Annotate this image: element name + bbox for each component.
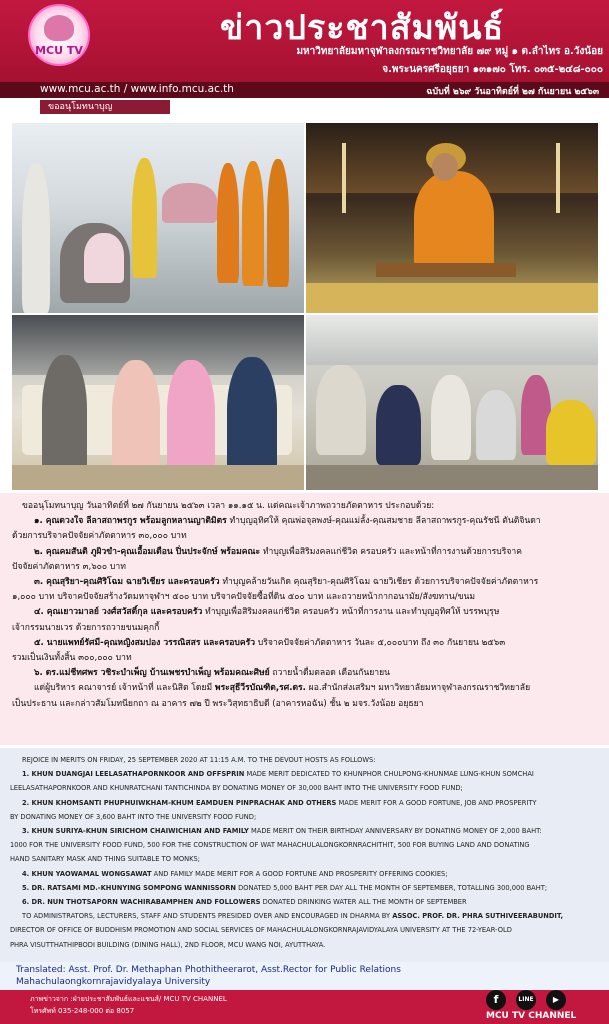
eng-item-3-name: 3. KHUN SURIYA-KHUN SIRICHOM CHAIWICHIAN AND FAMILY [22, 827, 249, 836]
thai-item-6-name: ๖. ดร.แม่ชีทศพร วชิระบำเพ็ญ บ้านเพชรบำเพ็ญ พร้อมคณะศิษย์ [34, 668, 270, 679]
eng-item-4-text: AND FAMILY MADE MERIT FOR A GOOD FORTUNE AND PROSPERITY OFFERING COOKIES; [151, 869, 448, 878]
eng-item-5-text: DONATED 5,000 BAHT PER DAY ALL THE MONTH OF SEPTEMBER, TOTALLING 300,000 BAHT; [235, 883, 548, 892]
eng-item-6-name: 6. DR. NUN THOTSAPORN WACHIRABAMPHEN AND FOLLOWERS [22, 898, 261, 907]
photo-credit-line-2: โทรศัพท์ 035-248-000 ต่อ 8057 [30, 1007, 135, 1015]
eng-item-5-name: 5. DR. RATSAMI MD.-KHUNYING SOMPONG WANNISSORN [22, 883, 236, 892]
photo-credit [30, 993, 227, 1017]
address-line-2: จ.พระนครศรีอยุธยา ๑๓๑๗๐ โทร. ๐๓๕-๒๔๘-๐๐๐ [382, 64, 603, 75]
photo-donor-group-seated [12, 315, 304, 490]
website-links[interactable]: www.mcu.ac.th / www.info.mcu.ac.th [40, 83, 234, 95]
translator-line-1: Translated: Asst. Prof. Dr. Methaphan Phothitheerarot, Asst.Rector for Public Relations [16, 965, 401, 975]
footer-brand: MCU TV CHANNEL [486, 1011, 577, 1021]
eng-item-3-cont2: HAND SANITARY MASK AND THING SUITABLE TO MONKS; [10, 855, 201, 864]
photo-donors-kneeling [306, 315, 598, 490]
eng-intro: REJOICE IN MERITS ON FRIDAY, 25 SEPTEMBER 2020 AT 11:15 A.M. TO THE DEVOUT HOSTS AS FOLLOWS: [22, 756, 376, 764]
logo-emblem-icon [44, 15, 74, 41]
photo-credit-line-1: ภาพข่าวจาก :ฝ่ายประชาสัมพันธ์และแชนส์/ MCU TV CHANNEL [30, 995, 227, 1003]
thai-closing-president: พระสุธีวีรบัณฑิต,รศ.ดร. [214, 683, 306, 694]
thai-item-2-name: ๒. คุณคมสันติ ภูผิวขำ-คุณเอื้อมเดือน ปิ่นประจักษ์ พร้อมคณะ [34, 546, 261, 557]
thai-item-1-name: ๑. คุณดวงใจ ลีลาสถาพรกูร พร้อมลูกหลานญาติมิตร [34, 516, 227, 527]
footer [0, 990, 609, 1024]
translator-line-2: Mahachulaongkornrajavidyalaya University [16, 977, 211, 987]
thai-closing-3: เป็นประธาน และกล่าวสัมโมทนียกถา ณ อาคาร ๗๒ ปี พระวิสุทธาธิบดี (อาคารหอฉัน) ชั้น ๒ มจร.วังน้อย อยุธยา [12, 698, 424, 709]
thai-item-1-text: ทำบุญอุทิศให้ คุณพ่อจุลพงษ์-คุณแม่ลั้ง-คุณสมชาย ลีลาสถาพรกูร-คุณรัชนี ตันติจินดา [226, 516, 541, 527]
issue-date: ฉบับที่ ๒๖๙ วันอาทิตย์ที่ ๒๗ กันยายน ๒๕๖๓ [426, 87, 599, 97]
website-bar [0, 82, 609, 98]
thai-item-4-name: ๔. คุณเยาวมาลย์ วงศ์สวัสดิ์กุล และครอบครัว [34, 607, 203, 618]
eng-item-1-name: 1. KHUN DUANGJAI LEELASATHAPORNKOOR AND OFFSPRIN [22, 770, 245, 779]
photo-monk-preaching [306, 123, 598, 313]
thai-news-body [0, 493, 609, 745]
logo-text: MCU TV [35, 44, 83, 57]
eng-item-1-text: MADE MERIT DEDICATED TO KHUNPHOR CHULPONG-KHUNMAE LUNG-KHUN SOMCHAI [244, 770, 534, 779]
page-title: ข่าวประชาสัมพันธ์ [220, 8, 505, 48]
eng-item-3-text: MADE MERIT ON THEIR BIRTHDAY ANNIVERSARY BY DONATING MONEY OF 2,000 BAHT: [248, 827, 542, 836]
address-line-1: มหาวิทยาลัยมหาจุฬาลงกรณราชวิทยาลัย ๗๙ หมู่ ๑ ต.ลำไทร อ.วังน้อย [296, 46, 603, 57]
thai-item-2-text: ทำบุญเพื่อสิริมงคลแก่ชีวิต ครอบครัว และหน้าที่การงานด้วยการบริจาค [260, 546, 522, 557]
line-icon[interactable]: LINE [516, 990, 536, 1010]
youtube-icon[interactable]: ▶ [546, 990, 566, 1010]
thai-intro: ขออนุโมทนาบุญ วันอาทิตย์ที่ ๒๗ กันยายน ๒๕๖๓ เวลา ๑๑.๑๕ น. แด่คณะเจ้าภาพถวายภัตตาหาร ประกอบด้วย: [22, 501, 435, 511]
mcu-tv-logo [28, 4, 90, 66]
eng-closing-1: TO ADMINISTRATORS, LECTURERS, STAFF AND STUDENTS PRESIDED OVER AND ENCOURAGED IN DHARMA BY [22, 912, 393, 921]
facebook-icon[interactable]: f [486, 990, 506, 1010]
eng-item-2-cont: BY DONATING MONEY OF 3,600 BAHT INTO THE UNIVERSITY FOOD FUND; [10, 812, 257, 821]
english-news-body [0, 748, 609, 962]
thai-item-6-text: ถวายน้ำดื่มตลอด เดือนกันยายน [269, 668, 390, 679]
eng-closing-3: PHRA VISUTTHATHIPBODI BUILDING (DINING HALL), 2ND FLOOR, MCU WANG NOI, AYUTTHAYA. [10, 940, 326, 949]
eng-item-3-cont: 1000 FOR THE UNIVERSITY FOOD FUND, 500 FOR THE CONSTRUCTION OF WAT MAHACHULALONGKORNRACHITHIT, 500 FOR BUYING LAND AND DONATING [10, 841, 530, 850]
thai-item-1-cont: ด้วยการบริจาคปัจจัยค่าภัตตาหาร ๓๐,๐๐๐ บาท [12, 531, 187, 542]
translator-credit [0, 962, 609, 990]
eng-closing-president: ASSOC. PROF. DR. PHRA SUTHIVEERABUNDIT, [392, 912, 564, 921]
thai-item-5-cont: รวมเป็นเงินทั้งสิ้น ๓๐๐,๐๐๐ บาท [12, 653, 132, 664]
thai-item-3-cont: ๑,๐๐๐ บาท บริจาคปัจจัยสร้างวัดมหาจุฬาฯ ๕๐๐ บาท บริจาคปัจจัยซื้อที่ดิน ๕๐๐ บาท และถวายหน้ากากอนามัย/สังฆทาน/ขนม [12, 592, 476, 603]
thai-closing-1: แด่ผู้บริหาร คณาจารย์ เจ้าหน้าที่ และนิสิต โดยมี [34, 683, 215, 694]
thai-item-3-text: ทำบุญคล้ายวันเกิด คุณสุริยา-คุณศิริโฉม ฉายวิเชียร ด้วยการบริจาคปัจจัยค่าภัตตาหาร [219, 577, 539, 588]
eng-closing-2: DIRECTOR OF OFFICE OF BUDDHISM PROMOTION AND SOCIAL SERVICES OF MAHACHULALONGKORNRAJAVIDYALAYA UNIVERSITY AT THE 72-YEAR-OLD [10, 926, 512, 935]
eng-item-6-text: DONATED DRINKING WATER ALL THE MONTH OF SEPTEMBER [260, 898, 467, 907]
thai-item-3-name: ๓. คุณสุริยา-คุณศิริโฉม ฉายวิเชียร และครอบครัว [34, 577, 220, 588]
thai-closing-2: ผอ.สำนักส่งเสริมฯ มหาวิทยาลัยมหาจุฬาลงกรณราชวิทยาลัย [305, 683, 531, 694]
eng-item-4-name: 4. KHUN YAOWAMAL WONGSAWAT [22, 869, 152, 878]
thai-item-5-name: ๕. นายแพทย์รัศมี-คุณหญิงสมปอง วรรณิสสร และครอบครัว [34, 637, 256, 648]
thai-item-2-cont: ปัจจัยค่าภัตตาหาร ๓,๖๐๐ บาท [12, 561, 126, 572]
eng-item-2-text: MADE MERIT FOR A GOOD FORTUNE, JOB AND PROSPERITY [336, 798, 537, 807]
thai-item-5-text: บริจาคปัจจัยค่าภัตตาหาร วันละ ๕,๐๐๐บาท ถึง ๓๐ กันยายน ๒๕๖๓ [255, 637, 506, 648]
header-banner [0, 0, 609, 98]
thai-item-4-text: ทำบุญเพื่อสิริมงคลแก่ชีวิต ครอบครัว หน้าที่การงาน และทำบุญอุทิศให้ บรรพบุรุษ [202, 607, 500, 618]
photo-donors-with-monks [12, 123, 304, 313]
eng-item-2-name: 2. KHUN KHOMSANTI PHUPHUIWKHAM-KHUM EAMDUEN PINPRACHAK AND OTHERS [22, 798, 337, 807]
section-tag: ขออนุโมทนาบุญ [40, 100, 170, 114]
eng-item-1-cont: LEELASATHAPORNKOOR AND KHUNRATCHANI TANTICHINDA BY DONATING MONEY OF 30,000 BAHT INTO THE UNIVERSITY FOOD FUND; [10, 784, 463, 793]
thai-item-4-cont: เจ้ากรรมนายเวร ด้วยการถวายขนมคุกกี้ [12, 622, 160, 633]
